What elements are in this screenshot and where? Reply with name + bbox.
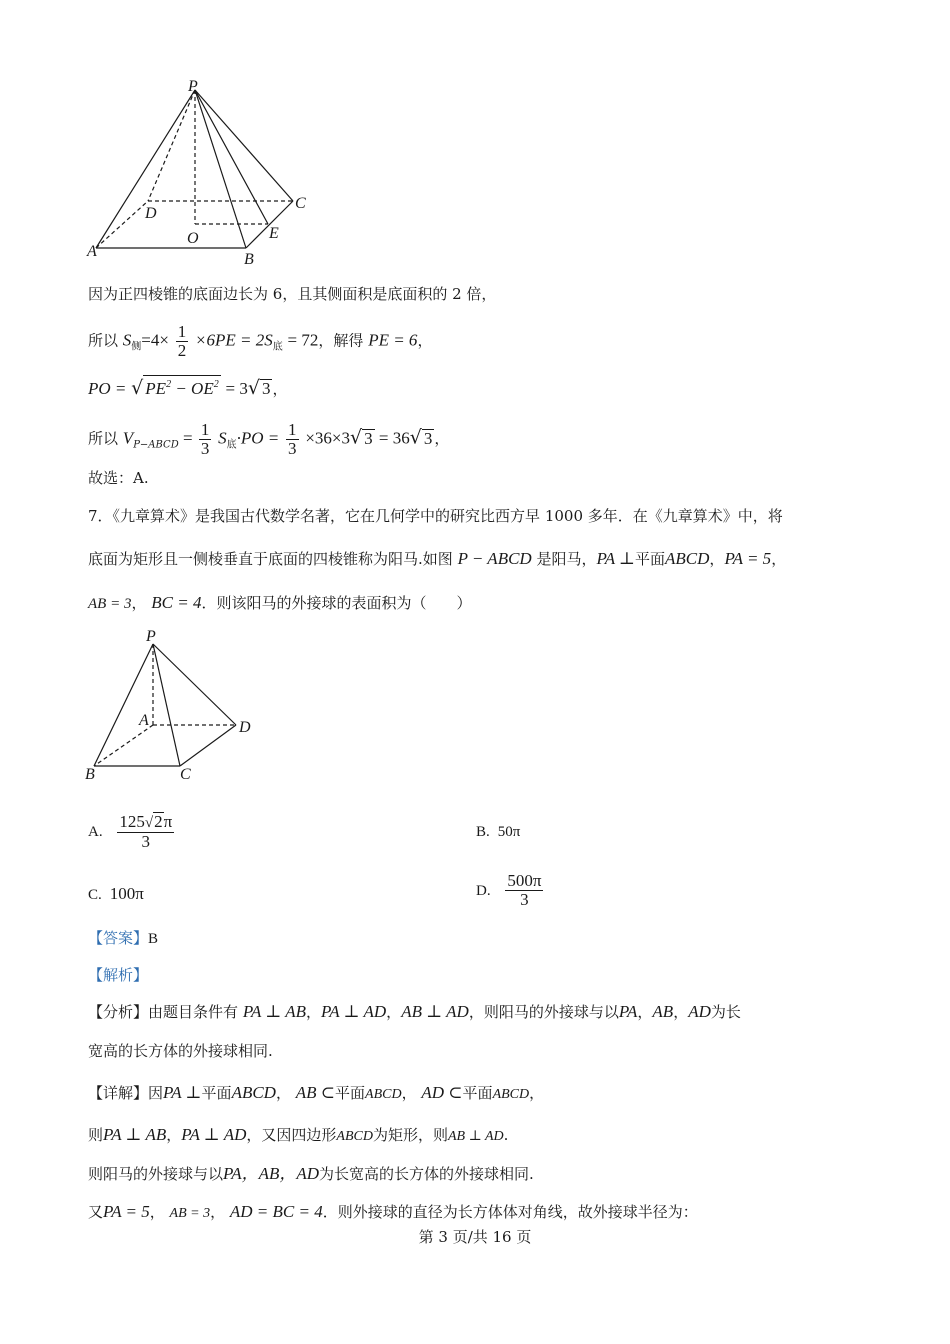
detail-line-2: 则PA ⊥ AB，PA ⊥ AD，又因四边形ABCD为矩形，则AB ⊥ AD. (88, 1125, 509, 1144)
option-b: B. 50π (476, 824, 521, 840)
prev-solution-line-1: 因为正四棱锥的底面边长为 6，且其侧面积是底面积的 2 倍， (88, 285, 497, 303)
label-B: B (244, 251, 254, 268)
prev-solution-line-3: PO = √ $PE^2 - OE^2 = 3√$ 3 ， (88, 377, 288, 399)
edge-AB (94, 725, 153, 766)
detail-line-4: 又PA = 5， AB = 3， AD = BC = 4．则外接球的直径为长方体体对角线，故外接球半径为： (88, 1202, 698, 1221)
analysis-line-1: 【分析】由题目条件有 PA ⊥ AB，PA ⊥ AD，AB ⊥ AD，则阳马的外接球与以PA，AB，AD为长 (88, 1002, 741, 1021)
label-A: A (139, 712, 149, 729)
detail-line-3: 则阳马的外接球与以PA，AB，AD为长宽高的长方体的外接球相同. (88, 1164, 534, 1183)
option-a: A. $\frac{125√2\pi}{3}$ (88, 812, 173, 851)
label-P: P (146, 628, 156, 645)
edge-AD (96, 201, 148, 248)
label-C: C (295, 195, 306, 212)
prev-solution-line-2: 所以 $S_侧=4\times$ $\frac{1}{2}$ $\times 6PE = 2S_底 = 72$，解得 PE = 6， (88, 322, 433, 360)
label-D: D (239, 719, 251, 736)
edge-PC (195, 90, 293, 201)
option-c: C. 100π (88, 884, 144, 903)
label-D: D (145, 205, 157, 222)
fraction-half: $\frac{1}{2}$ (177, 322, 187, 360)
edge-CD (180, 725, 236, 766)
label-A: A (87, 243, 97, 260)
label-P: P (188, 78, 198, 95)
prev-solution-line-4: 所以 $V_{P-ABCD}$ = $\frac{1}{3}$ $S_底\cdot PO$ = $\frac{1}{3}$ ×36×3√ 3 = 36√ 3 ， (88, 420, 450, 458)
edge-PA (96, 90, 195, 248)
pyramid-figure-1 (86, 78, 326, 268)
question-7-line-1: 7．《九章算术》是我国古代数学名著，它在几何学中的研究比西方早 1000 多年．在《九章算术》中，将 (88, 507, 783, 525)
label-C: C (180, 766, 191, 783)
detail-line-1: 【详解】因PA ⊥平面ABCD， AB ⊂平面ABCD， AD ⊂平面ABCD， (88, 1083, 545, 1102)
prev-solution-line-5: 故选：A. (88, 469, 149, 487)
answer-tag: 【答案】 (88, 929, 149, 947)
page-footer: 第 3 页/共 16 页 (418, 1228, 532, 1246)
question-7-line-2: 底面为矩形且一侧棱垂直于底面的四棱锥称为阳马.如图 P − ABCD 是阳马，PA ⊥平面ABCD，PA = 5， (88, 549, 787, 568)
edge-PD (153, 644, 236, 725)
label-E: E (269, 225, 279, 242)
answer-line: 【答案】B (88, 929, 159, 947)
label-B: B (85, 766, 95, 783)
option-d: D. $\frac{500\pi}{3}$ (476, 871, 542, 909)
edge-PC (153, 644, 180, 766)
analysis-line-2: 宽高的长方体的外接球相同. (88, 1042, 273, 1060)
question-7-line-3: AB = 3， BC = 4．则该阳马的外接球的表面积为（ ） (88, 593, 472, 612)
yangma-figure-2 (82, 626, 272, 786)
label-O: O (187, 230, 199, 247)
edge-PD (148, 90, 195, 201)
analysis-tag: 【解析】 (88, 966, 149, 984)
edge-PB (94, 644, 153, 766)
